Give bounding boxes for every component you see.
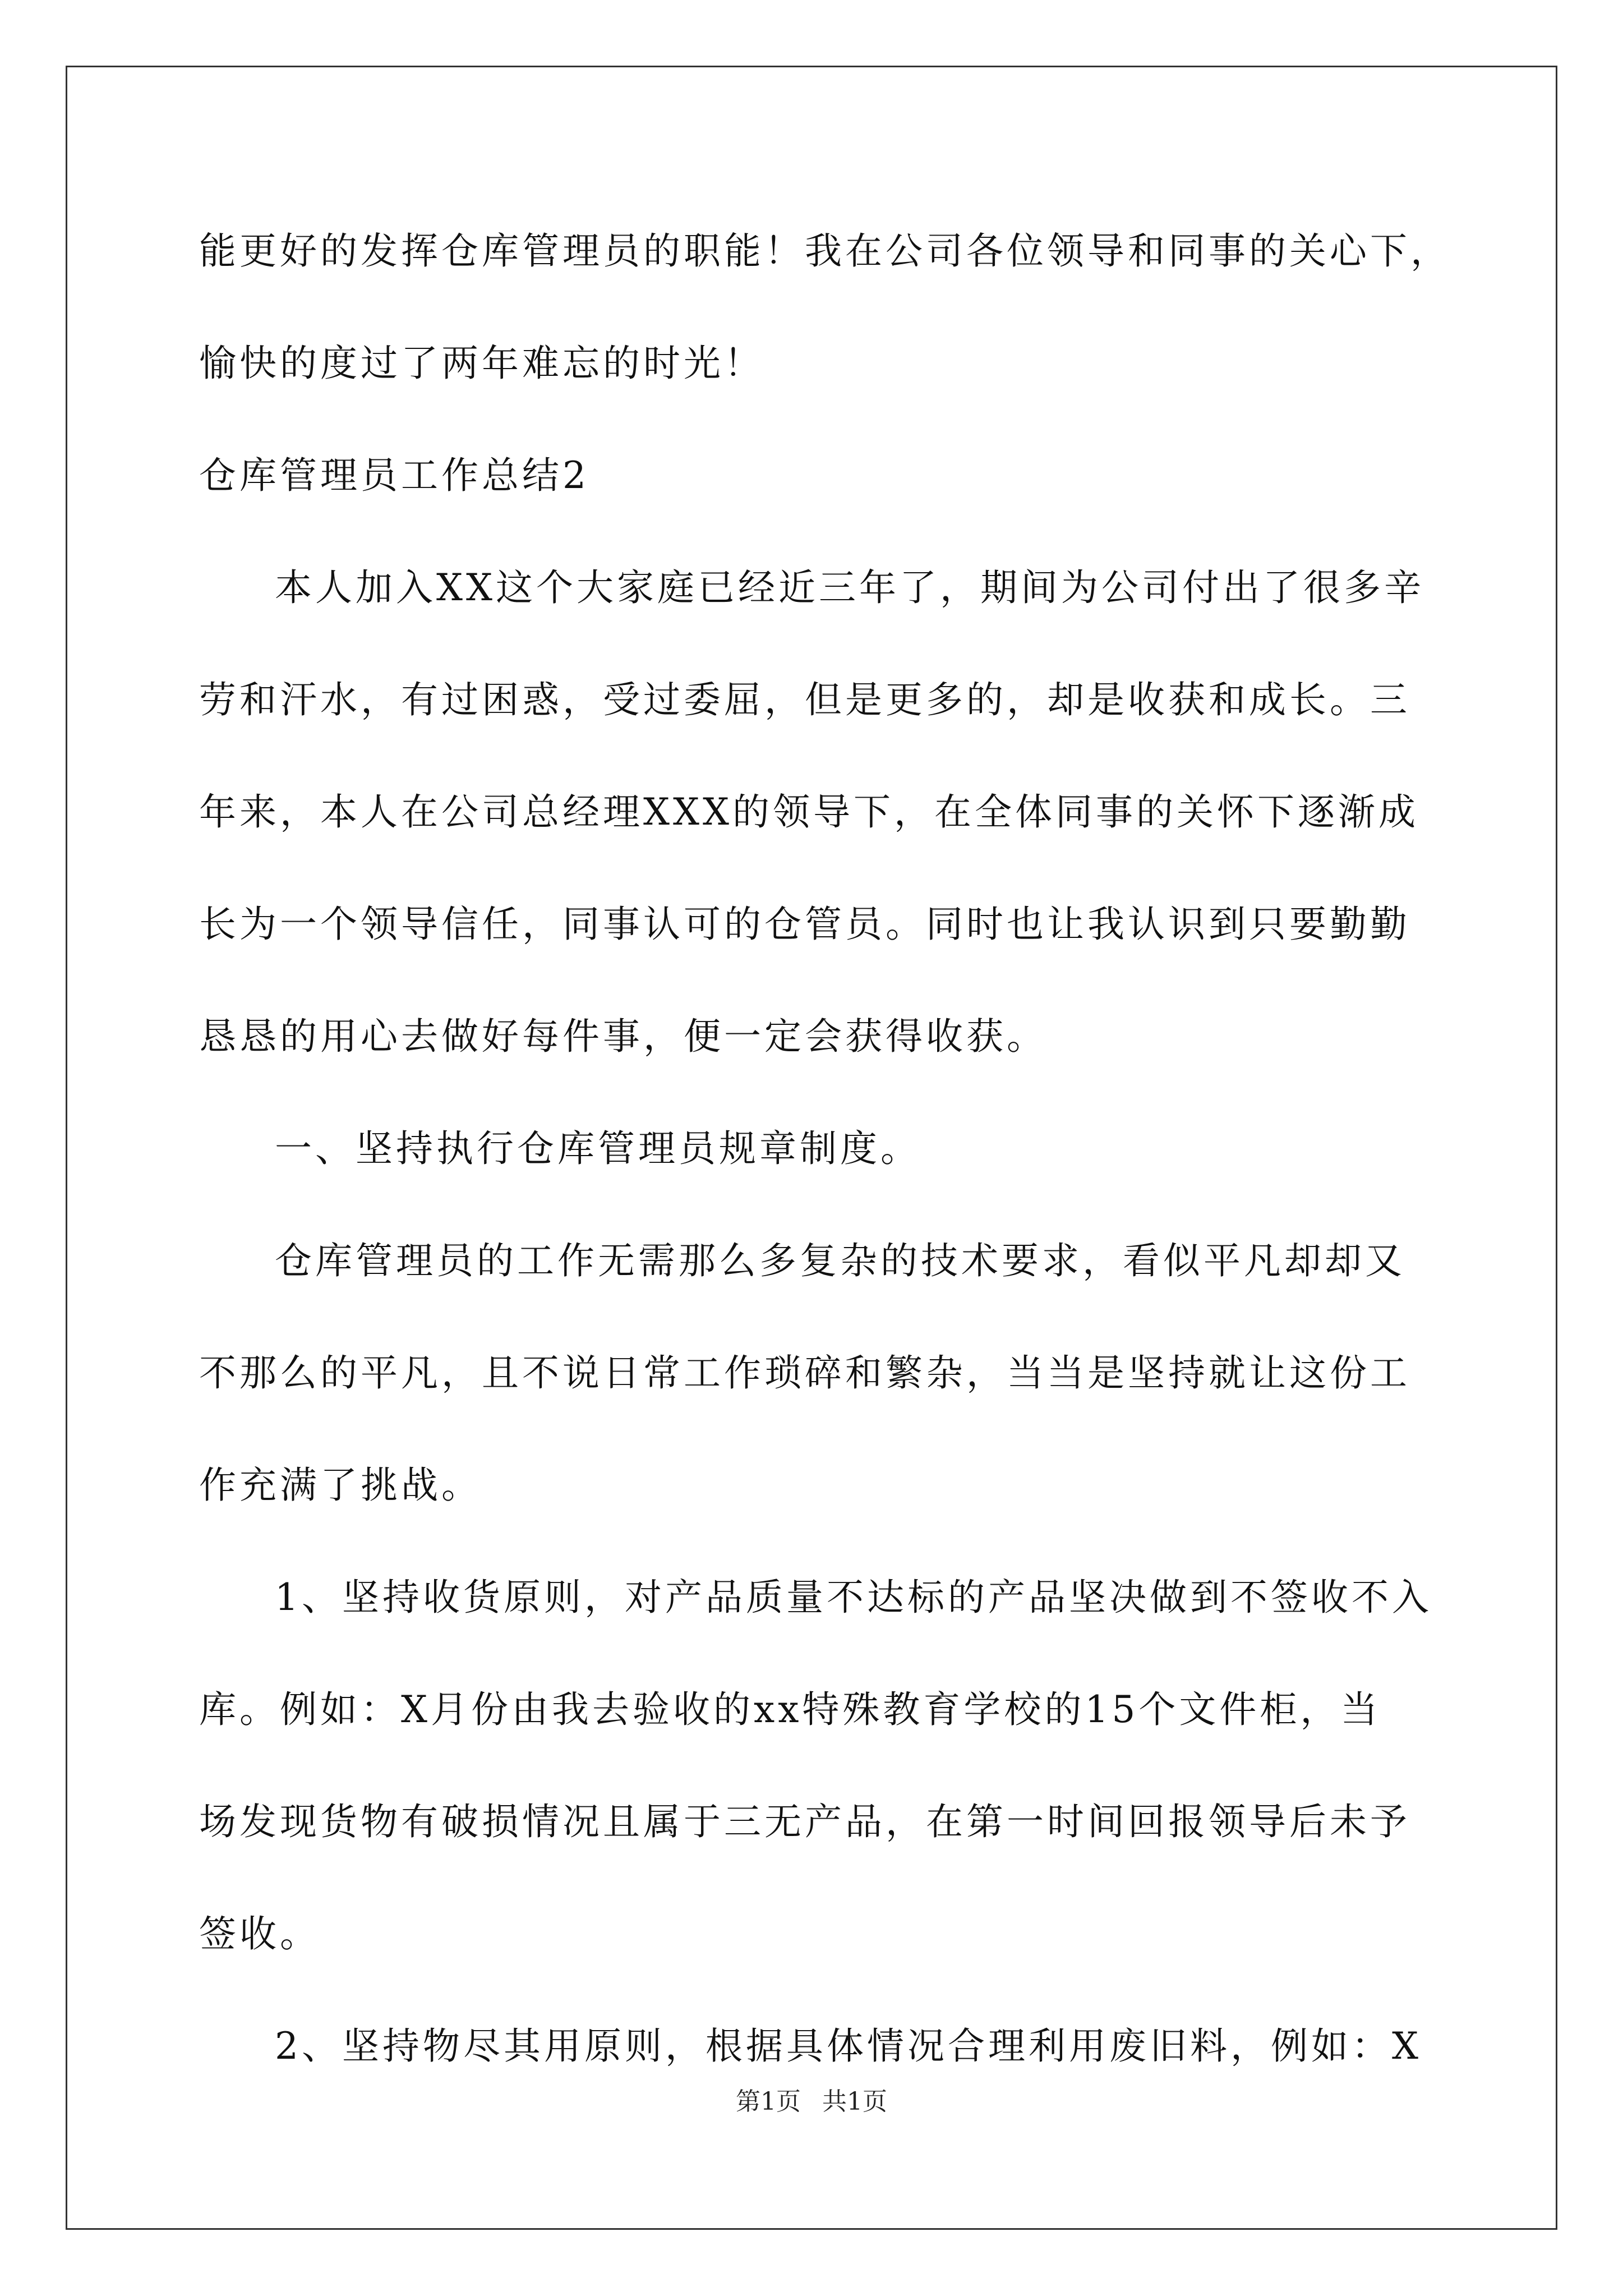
- body-line-11: 不那么的平凡，且不说日常工作琐碎和繁杂，当当是坚持就让这份工: [199, 1351, 1410, 1395]
- body-line-14: 库。例如：X月份由我去验收的xx特殊教育学校的15个文件柜，当: [199, 1688, 1381, 1731]
- body-line-16: 签收。: [199, 1912, 320, 1955]
- body-line-7: 长为一个领导信任，同事认可的仓管员。同时也让我认识到只要勤勤: [199, 903, 1410, 946]
- body-line-12: 作充满了挑战。: [199, 1464, 482, 1507]
- body-line-1: 能更好的发挥仓库管理员的职能！我在公司各位领导和同事的关心下，: [199, 229, 1451, 273]
- page-footer: [0, 2085, 1623, 2119]
- body-line-13: 1、坚持收货原则，对产品质量不达标的产品坚决做到不签收不入: [275, 1576, 1432, 1619]
- body-line-6: 年来，本人在公司总经理XXX的领导下，在全体同事的关怀下逐渐成: [199, 790, 1419, 834]
- body-line-15: 场发现货物有破损情况且属于三无产品，在第一时间回报领导后未予: [199, 1800, 1410, 1843]
- body-line-4: 本人加入XX这个大家庭已经近三年了，期间为公司付出了很多辛: [275, 566, 1424, 609]
- page-number: 第1页: [736, 2087, 801, 2116]
- page-total: 共1页: [822, 2087, 887, 2116]
- body-line-10: 仓库管理员的工作无需那么多复杂的技术要求，看似平凡却却又: [275, 1239, 1405, 1282]
- body-line-17: 2、坚持物尽其用原则，根据具体情况合理利用废旧料，例如：X: [275, 2024, 1422, 2068]
- body-line-8: 恳恳的用心去做好每件事，便一定会获得收获。: [199, 1015, 1047, 1058]
- subheading-1: 一、坚持执行仓库管理员规章制度。: [275, 1127, 921, 1170]
- section-title: 仓库管理员工作总结2: [199, 454, 589, 497]
- body-line-2: 愉快的度过了两年难忘的时光！: [199, 342, 764, 385]
- body-line-5: 劳和汗水，有过困惑，受过委屈，但是更多的，却是收获和成长。三: [199, 678, 1410, 721]
